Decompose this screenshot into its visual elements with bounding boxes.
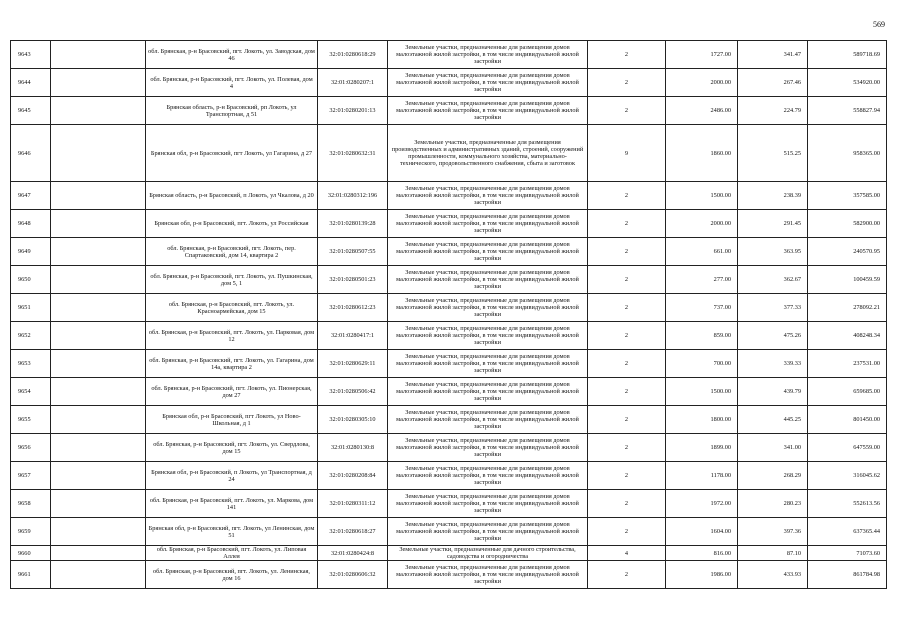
cell-number: 9658: [11, 490, 51, 518]
cell-group: 2: [588, 406, 666, 434]
cell-specific-value: 339.33: [738, 350, 808, 378]
cell-address: обл. Брянская, р-н Брасовский, пгт. Локоть, ул. Красноармейская, дом 15: [146, 294, 318, 322]
cell-land-purpose: Земельные участки, предназначенные для размещения домов малоэтажной жилой застройки, в том числе индивидуальной жилой застройки: [388, 322, 588, 350]
cell-land-purpose: Земельные участки, предназначенные для размещения домов малоэтажной жилой застройки, в том числе индивидуальной жилой застройки: [388, 69, 588, 97]
cell-address: Брянская область, р-н Брасовский, п Локоть, ул Чкалова, д 20: [146, 182, 318, 210]
cell-land-purpose: Земельные участки, предназначенные для размещения домов малоэтажной жилой застройки, в том числе индивидуальной жилой застройки: [388, 378, 588, 406]
cell-land-purpose: Земельные участки, предназначенные для размещения домов малоэтажной жилой застройки, в том числе индивидуальной жилой застройки: [388, 210, 588, 238]
cell-group: 2: [588, 238, 666, 266]
cell-group: 2: [588, 350, 666, 378]
cell-address: Брянская обл, р-н Брасовский, пгт Локоть, ул Гагарина, д 27: [146, 125, 318, 182]
table-row: [11, 182, 887, 210]
cell-blank: [51, 322, 146, 350]
cell-cadastral-number: 32:01:0280424:8: [318, 546, 388, 561]
cell-cadastral-number: 32:01:0280629:11: [318, 350, 388, 378]
cell-blank: [51, 378, 146, 406]
table-row: [11, 294, 887, 322]
cell-number: 9648: [11, 210, 51, 238]
cell-cadastral-value: 71073.60: [808, 546, 887, 561]
cell-specific-value: 439.79: [738, 378, 808, 406]
cell-cadastral-number: 32:01:0280618:29: [318, 41, 388, 69]
cell-cadastral-value: 408248.34: [808, 322, 887, 350]
table-row: [11, 378, 887, 406]
cell-group: 2: [588, 266, 666, 294]
cell-cadastral-value: 552613.56: [808, 490, 887, 518]
cell-group: 2: [588, 294, 666, 322]
cell-cadastral-value: 801450.00: [808, 406, 887, 434]
cell-cadastral-value: 637365.44: [808, 518, 887, 546]
cell-group: 2: [588, 41, 666, 69]
cell-number: 9659: [11, 518, 51, 546]
table-row: [11, 518, 887, 546]
cell-specific-value: 267.46: [738, 69, 808, 97]
cell-cadastral-value: 237531.00: [808, 350, 887, 378]
cell-group: 2: [588, 434, 666, 462]
page-number: 569: [873, 20, 885, 29]
cell-blank: [51, 182, 146, 210]
cell-blank: [51, 350, 146, 378]
cell-cadastral-number: 32:01:0280207:1: [318, 69, 388, 97]
cell-group: 2: [588, 210, 666, 238]
cell-number: 9652: [11, 322, 51, 350]
cell-land-purpose: Земельные участки, предназначенные для размещения домов малоэтажной жилой застройки, в том числе индивидуальной жилой застройки: [388, 434, 588, 462]
cell-number: 9657: [11, 462, 51, 490]
table-row: [11, 462, 887, 490]
cell-cadastral-value: 958365.00: [808, 125, 887, 182]
cell-area: 1727.00: [666, 41, 738, 69]
cell-cadastral-number: 32:01:0280417:1: [318, 322, 388, 350]
cell-specific-value: 445.25: [738, 406, 808, 434]
table-body: [11, 41, 887, 589]
cell-blank: [51, 69, 146, 97]
cell-cadastral-value: 534920.00: [808, 69, 887, 97]
cell-blank: [51, 518, 146, 546]
cell-cadastral-number: 32:01:0280618:27: [318, 518, 388, 546]
cell-area: 277.00: [666, 266, 738, 294]
cell-area: 1800.00: [666, 406, 738, 434]
cell-cadastral-number: 32:01:0280606:32: [318, 561, 388, 589]
cell-area: 1860.00: [666, 125, 738, 182]
cell-blank: [51, 238, 146, 266]
cell-land-purpose: Земельные участки, предназначенные для дачного строительства, садоводства и огородничества: [388, 546, 588, 561]
cell-blank: [51, 406, 146, 434]
cell-area: 816.00: [666, 546, 738, 561]
cell-number: 9645: [11, 97, 51, 125]
cell-group: 2: [588, 322, 666, 350]
cell-specific-value: 515.25: [738, 125, 808, 182]
cell-land-purpose: Земельные участки, предназначенные для размещения домов малоэтажной жилой застройки, в том числе индивидуальной жилой застройки: [388, 238, 588, 266]
cell-land-purpose: Земельные участки, предназначенные для размещения домов малоэтажной жилой застройки, в том числе индивидуальной жилой застройки: [388, 561, 588, 589]
cell-group: 2: [588, 378, 666, 406]
cell-cadastral-number: 32:01:0280612:23: [318, 294, 388, 322]
cell-address: обл. Брянская, р-н Брасовский, пгт. Локоть, ул. Липовая Аллея: [146, 546, 318, 561]
cell-group: 2: [588, 561, 666, 589]
cell-address: обл. Брянская, р-н Брасовский, пгт. Локоть, пер. Спартаковский, дом 14, квартира 2: [146, 238, 318, 266]
cell-cadastral-value: 582900.00: [808, 210, 887, 238]
cell-blank: [51, 462, 146, 490]
cell-address: обл. Брянская, р-н Брасовский, пгт. Локоть, ул. Гагарина, дом 14а, квартира 2: [146, 350, 318, 378]
cell-address: Брянская обл, р-н Брасовский, п Локоть, ул Транспортная, д 24: [146, 462, 318, 490]
cell-specific-value: 238.39: [738, 182, 808, 210]
cell-cadastral-number: 32:01:0280139:28: [318, 210, 388, 238]
cell-cadastral-number: 32:01:0280201:13: [318, 97, 388, 125]
cell-blank: [51, 561, 146, 589]
cell-cadastral-number: 32:01:0280632:31: [318, 125, 388, 182]
cell-specific-value: 224.79: [738, 97, 808, 125]
cell-specific-value: 87.10: [738, 546, 808, 561]
cell-group: 4: [588, 546, 666, 561]
cell-area: 737.00: [666, 294, 738, 322]
cell-address: обл. Брянская, р-н Брасовский, пгт. Локоть, ул. Свердлова, дом 15: [146, 434, 318, 462]
cell-blank: [51, 41, 146, 69]
cell-cadastral-value: 240570.95: [808, 238, 887, 266]
cell-address: Брянская область, р-н Брасовский, рп Локоть, ул Транспортная, д 51: [146, 97, 318, 125]
table-row: [11, 561, 887, 589]
cell-group: 2: [588, 518, 666, 546]
cell-address: обл. Брянская, р-н Брасовский, пгт. Локоть, ул. Ленинская, дом 16: [146, 561, 318, 589]
cell-group: 2: [588, 490, 666, 518]
cell-blank: [51, 125, 146, 182]
cell-area: 2000.00: [666, 69, 738, 97]
cell-area: 1899.00: [666, 434, 738, 462]
table-row: [11, 434, 887, 462]
table-row: [11, 350, 887, 378]
cell-number: 9661: [11, 561, 51, 589]
cell-land-purpose: Земельные участки, предназначенные для размещения домов малоэтажной жилой застройки, в том числе индивидуальной жилой застройки: [388, 462, 588, 490]
table-row: [11, 238, 887, 266]
cell-area: 1972.00: [666, 490, 738, 518]
cell-land-purpose: Земельные участки, предназначенные для размещения домов малоэтажной жилой застройки, в том числе индивидуальной жилой застройки: [388, 294, 588, 322]
cell-address: обл. Брянская, р-н Брасовский, пгт. Локоть, ул. Полевая, дом 4: [146, 69, 318, 97]
cell-specific-value: 291.45: [738, 210, 808, 238]
cell-land-purpose: Земельные участки, предназначенные для размещения домов малоэтажной жилой застройки, в том числе индивидуальной жилой застройки: [388, 266, 588, 294]
cell-number: 9643: [11, 41, 51, 69]
cell-cadastral-number: 32:01:0280312:196: [318, 182, 388, 210]
cell-address: Брянская обл, р-н Брасовский, пгт. Локоть, ул Ленинская, дом 51: [146, 518, 318, 546]
table-row: [11, 125, 887, 182]
table-row: [11, 322, 887, 350]
cell-group: 2: [588, 462, 666, 490]
cell-number: 9660: [11, 546, 51, 561]
cell-cadastral-value: 647559.00: [808, 434, 887, 462]
cell-number: 9653: [11, 350, 51, 378]
cell-land-purpose: Земельные участки, предназначенные для размещения домов малоэтажной жилой застройки, в том числе индивидуальной жилой застройки: [388, 182, 588, 210]
table-row: [11, 210, 887, 238]
cell-land-purpose: Земельные участки, предназначенные для размещения домов малоэтажной жилой застройки, в том числе индивидуальной жилой застройки: [388, 490, 588, 518]
cell-cadastral-value: 861784.98: [808, 561, 887, 589]
cell-blank: [51, 210, 146, 238]
cell-cadastral-value: 558827.94: [808, 97, 887, 125]
cell-blank: [51, 434, 146, 462]
cell-cadastral-value: 316045.62: [808, 462, 887, 490]
cell-group: 2: [588, 97, 666, 125]
cell-cadastral-number: 32:01:0280311:12: [318, 490, 388, 518]
table-row: [11, 406, 887, 434]
cell-number: 9651: [11, 294, 51, 322]
cell-specific-value: 280.23: [738, 490, 808, 518]
cell-area: 859.00: [666, 322, 738, 350]
cell-area: 1500.00: [666, 182, 738, 210]
cell-cadastral-value: 357585.00: [808, 182, 887, 210]
cell-area: 2486.00: [666, 97, 738, 125]
cell-group: 2: [588, 69, 666, 97]
cell-number: 9656: [11, 434, 51, 462]
cell-blank: [51, 294, 146, 322]
cell-number: 9646: [11, 125, 51, 182]
table-row: [11, 69, 887, 97]
cell-number: 9654: [11, 378, 51, 406]
cell-number: 9647: [11, 182, 51, 210]
cell-number: 9649: [11, 238, 51, 266]
cell-specific-value: 362.67: [738, 266, 808, 294]
cell-land-purpose: Земельные участки, предназначенные для размещения домов малоэтажной жилой застройки, в том числе индивидуальной жилой застройки: [388, 406, 588, 434]
cell-address: обл. Брянская, р-н Брасовский, пгт. Локоть, ул. Маркова, дом 141: [146, 490, 318, 518]
cell-cadastral-number: 32:01:0280305:10: [318, 406, 388, 434]
cell-cadastral-number: 32:01:0280506:42: [318, 378, 388, 406]
cell-land-purpose: Земельные участки, предназначенные для размещения домов малоэтажной жилой застройки, в том числе индивидуальной жилой застройки: [388, 350, 588, 378]
cell-number: 9650: [11, 266, 51, 294]
cell-number: 9655: [11, 406, 51, 434]
cell-land-purpose: Земельные участки, предназначенные для размещения производственных и административных зданий, строений, сооружений промышленности, коммунального хозяйства, материально-технического, продовольственного снабжения, сбыта и заготовок: [388, 125, 588, 182]
cell-number: 9644: [11, 69, 51, 97]
cell-cadastral-number: 32:01:0280130:8: [318, 434, 388, 462]
cell-cadastral-value: 659685.00: [808, 378, 887, 406]
cell-blank: [51, 266, 146, 294]
table-row: [11, 97, 887, 125]
cell-specific-value: 475.26: [738, 322, 808, 350]
cell-specific-value: 377.33: [738, 294, 808, 322]
cell-cadastral-number: 32:01:0280501:23: [318, 266, 388, 294]
table-row: [11, 41, 887, 69]
cell-cadastral-value: 589718.69: [808, 41, 887, 69]
cell-group: 2: [588, 182, 666, 210]
cell-area: 1500.00: [666, 378, 738, 406]
cell-blank: [51, 546, 146, 561]
cell-specific-value: 268.29: [738, 462, 808, 490]
cell-specific-value: 397.36: [738, 518, 808, 546]
table-row: [11, 266, 887, 294]
cell-cadastral-value: 100459.59: [808, 266, 887, 294]
cell-cadastral-number: 32:01:0280208:84: [318, 462, 388, 490]
cell-specific-value: 363.95: [738, 238, 808, 266]
cell-address: Брянская обл, р-н Брасовский, пгт. Локоть, ул Российская: [146, 210, 318, 238]
cell-address: Брянская обл, р-н Брасовский, пгт Локоть, ул Ново-Школьная, д 1: [146, 406, 318, 434]
cell-blank: [51, 490, 146, 518]
table-row: [11, 546, 887, 561]
cell-address: обл. Брянская, р-н Брасовский, пгт. Локоть, ул. Парковая, дом 12: [146, 322, 318, 350]
cell-specific-value: 341.47: [738, 41, 808, 69]
cell-address: обл. Брянская, р-н Брасовский, пгт. Локоть, ул. Заводская, дом 46: [146, 41, 318, 69]
cell-specific-value: 433.93: [738, 561, 808, 589]
table-row: [11, 490, 887, 518]
cell-specific-value: 341.00: [738, 434, 808, 462]
cell-cadastral-number: 32:01:0280507:55: [318, 238, 388, 266]
cell-group: 9: [588, 125, 666, 182]
cell-cadastral-value: 278092.21: [808, 294, 887, 322]
cell-area: 1986.00: [666, 561, 738, 589]
cell-land-purpose: Земельные участки, предназначенные для размещения домов малоэтажной жилой застройки, в том числе индивидуальной жилой застройки: [388, 518, 588, 546]
land-registry-table: [10, 40, 887, 589]
cell-area: 661.00: [666, 238, 738, 266]
cell-address: обл. Брянская, р-н Брасовский, пгт. Локоть, ул. Пушкинская, дом 5, 1: [146, 266, 318, 294]
cell-area: 700.00: [666, 350, 738, 378]
cell-land-purpose: Земельные участки, предназначенные для размещения домов малоэтажной жилой застройки, в том числе индивидуальной жилой застройки: [388, 97, 588, 125]
cell-area: 1604.00: [666, 518, 738, 546]
cell-area: 2000.00: [666, 210, 738, 238]
cell-blank: [51, 97, 146, 125]
cell-land-purpose: Земельные участки, предназначенные для размещения домов малоэтажной жилой застройки, в том числе индивидуальной жилой застройки: [388, 41, 588, 69]
cell-address: обл. Брянская, р-н Брасовский, пгт. Локоть, ул. Пионерская, дом 27: [146, 378, 318, 406]
cell-area: 1178.00: [666, 462, 738, 490]
